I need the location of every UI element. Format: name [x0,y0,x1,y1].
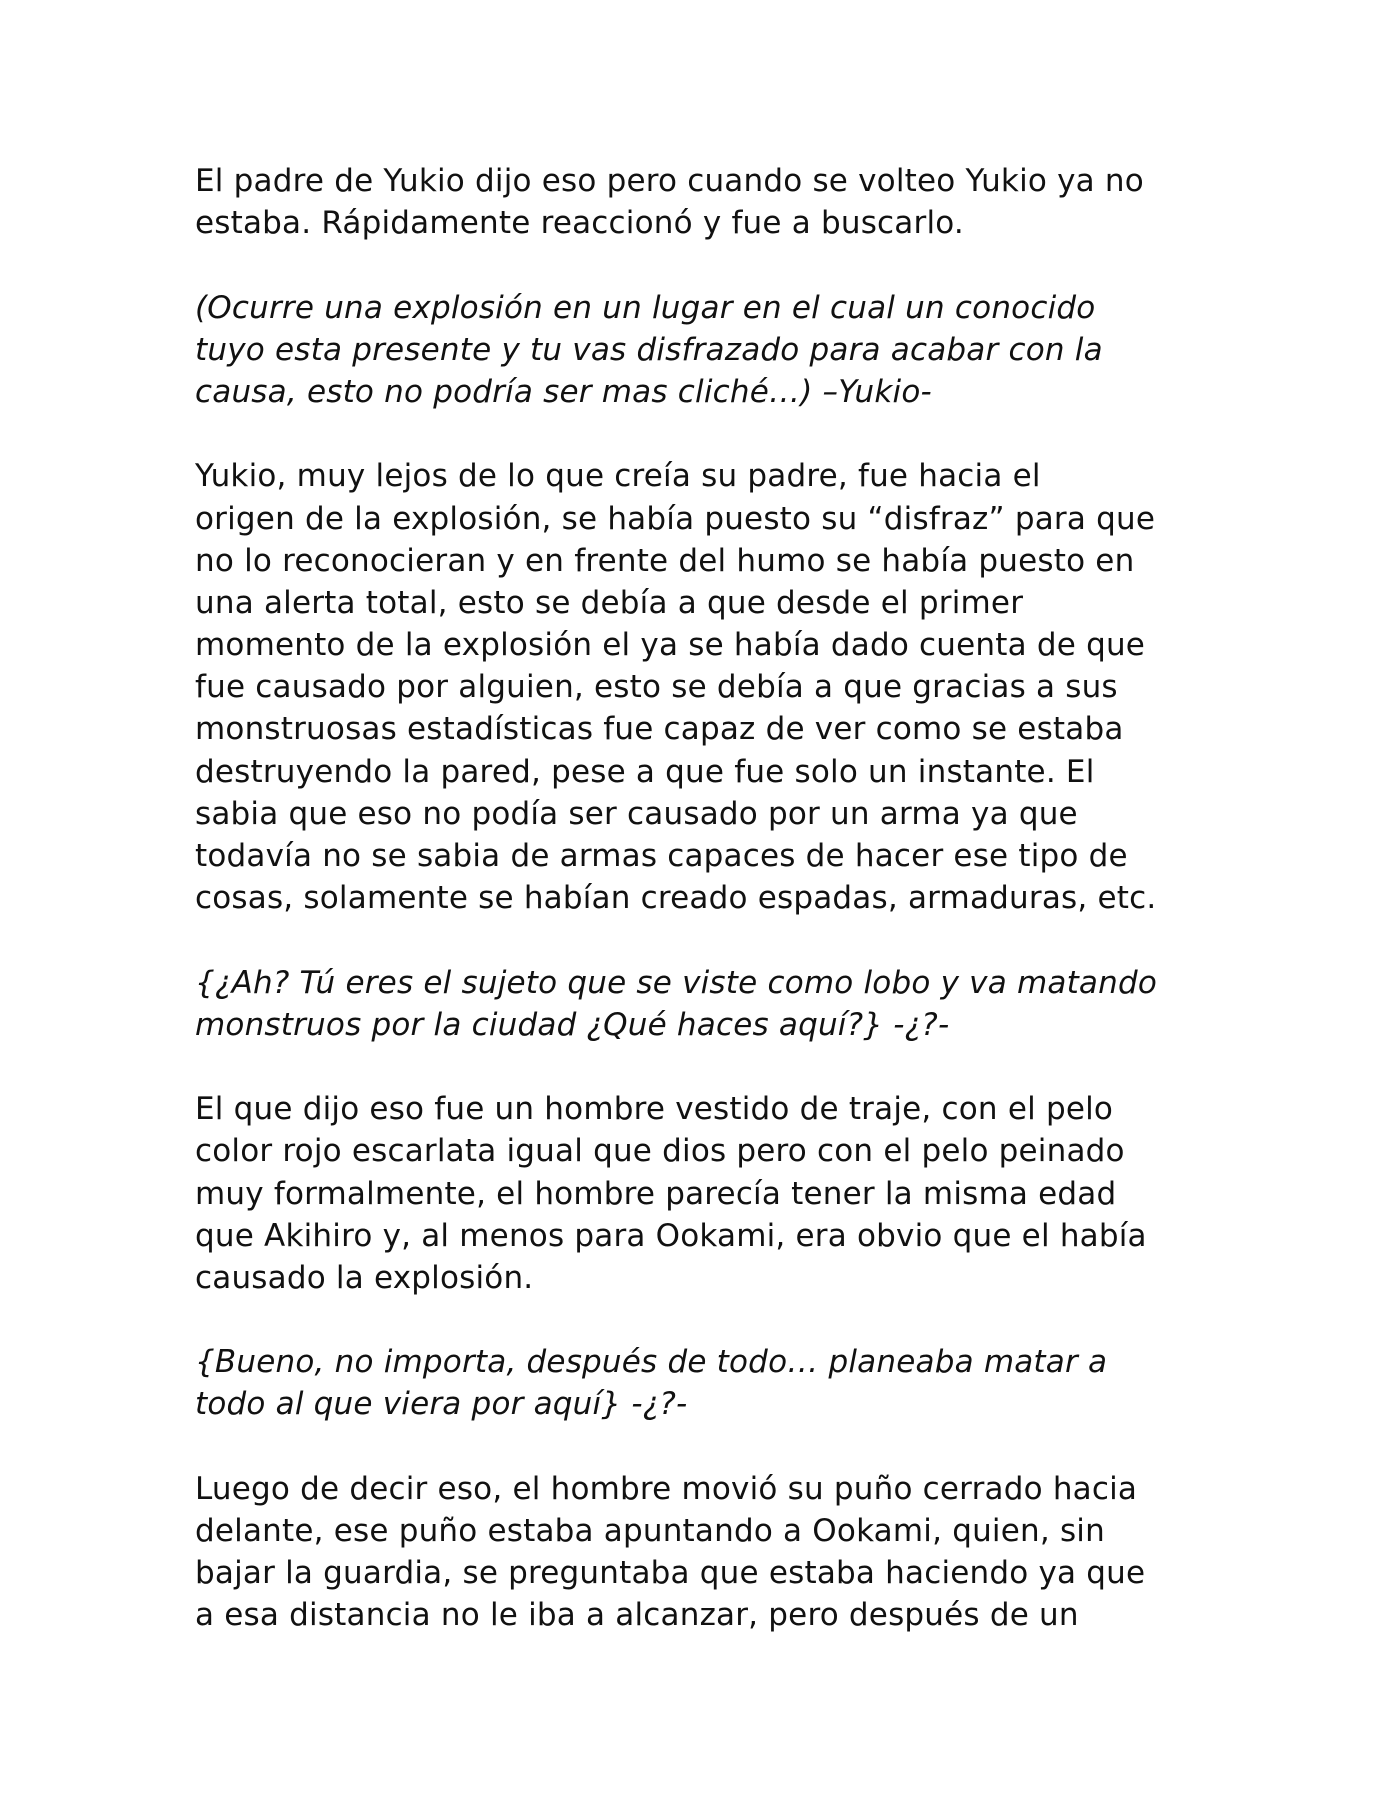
paragraph-narration-2 [195,455,1235,919]
paragraph-narration-1 [195,160,1235,244]
paragraph-dialogue-yukio [195,287,1235,414]
text-line: no lo reconocieran y en frente del humo se había puesto en [195,542,1135,579]
text-line: cosas, solamente se habían creado espadas, armaduras, etc. [195,880,1157,917]
paragraph-narration-4 [195,1468,1235,1637]
text-line: momento de la explosión el ya se había dado cuenta de que [195,627,1146,664]
text-line: que Akihiro y, al menos para Ookami, era obvio que el había [195,1217,1147,1254]
text-line: muy formalmente, el hombre parecía tener la misma edad [195,1175,1117,1212]
text-line: Yukio, muy lejos de lo que creía su padre, fue hacia el [195,458,1041,495]
text-line: origen de la explosión, se había puesto su “disfraz” para que [195,500,1156,537]
text-line: El padre de Yukio dijo eso pero cuando se volteo Yukio ya no [195,163,1144,199]
paragraph-narration-3 [195,1088,1235,1299]
text-line: El que dijo eso fue un hombre vestido de traje, con el pelo [195,1091,1114,1128]
text-line: {Bueno, no importa, después de todo… planeaba matar a [195,1344,1108,1381]
text-line: Luego de decir eso, el hombre movió su puño cerrado hacia [195,1470,1138,1507]
text-line: a esa distancia no le iba a alcanzar, pero después de un [195,1597,1079,1634]
text-line: todo al que viera por aquí} -¿?- [195,1386,688,1423]
document-page [195,160,1235,1679]
text-line: bajar la guardia, se preguntaba que estaba haciendo ya que [195,1555,1146,1592]
text-line: una alerta total, esto se debía a que desde el primer [195,584,1024,621]
text-line: monstruosas estadísticas fue capaz de ver como se estaba [195,711,1124,748]
text-line: destruyendo la pared, pese a que fue solo un instante. El [195,753,1095,790]
text-line: color rojo escarlata igual que dios pero con el pelo peinado [195,1133,1125,1170]
text-line: monstruos por la ciudad ¿Qué haces aquí?} -¿?- [195,1006,950,1043]
text-line: causa, esto no podría ser mas cliché…) –Yukio- [195,373,932,410]
paragraph-dialogue-stranger-2 [195,1341,1235,1425]
text-line: (Ocurre una explosión en un lugar en el cual un conocido [195,289,1096,326]
text-line: estaba. Rápidamente reaccionó y fue a buscarlo. [195,205,964,242]
text-line: {¿Ah? Tú eres el sujeto que se viste como lobo y va matando [195,964,1158,1001]
text-line: todavía no se sabia de armas capaces de hacer ese tipo de [195,838,1128,874]
paragraph-dialogue-stranger-1 [195,962,1235,1046]
text-line: delante, ese puño estaba apuntando a Ookami, quien, sin [195,1513,1105,1549]
text-line: fue causado por alguien, esto se debía a que gracias a sus [195,669,1118,706]
text-line: tuyo esta presente y tu vas disfrazado para acabar con la [195,331,1103,368]
text-line: causado la explosión. [195,1259,534,1296]
text-line: sabia que eso no podía ser causado por un arma ya que [195,795,1078,832]
